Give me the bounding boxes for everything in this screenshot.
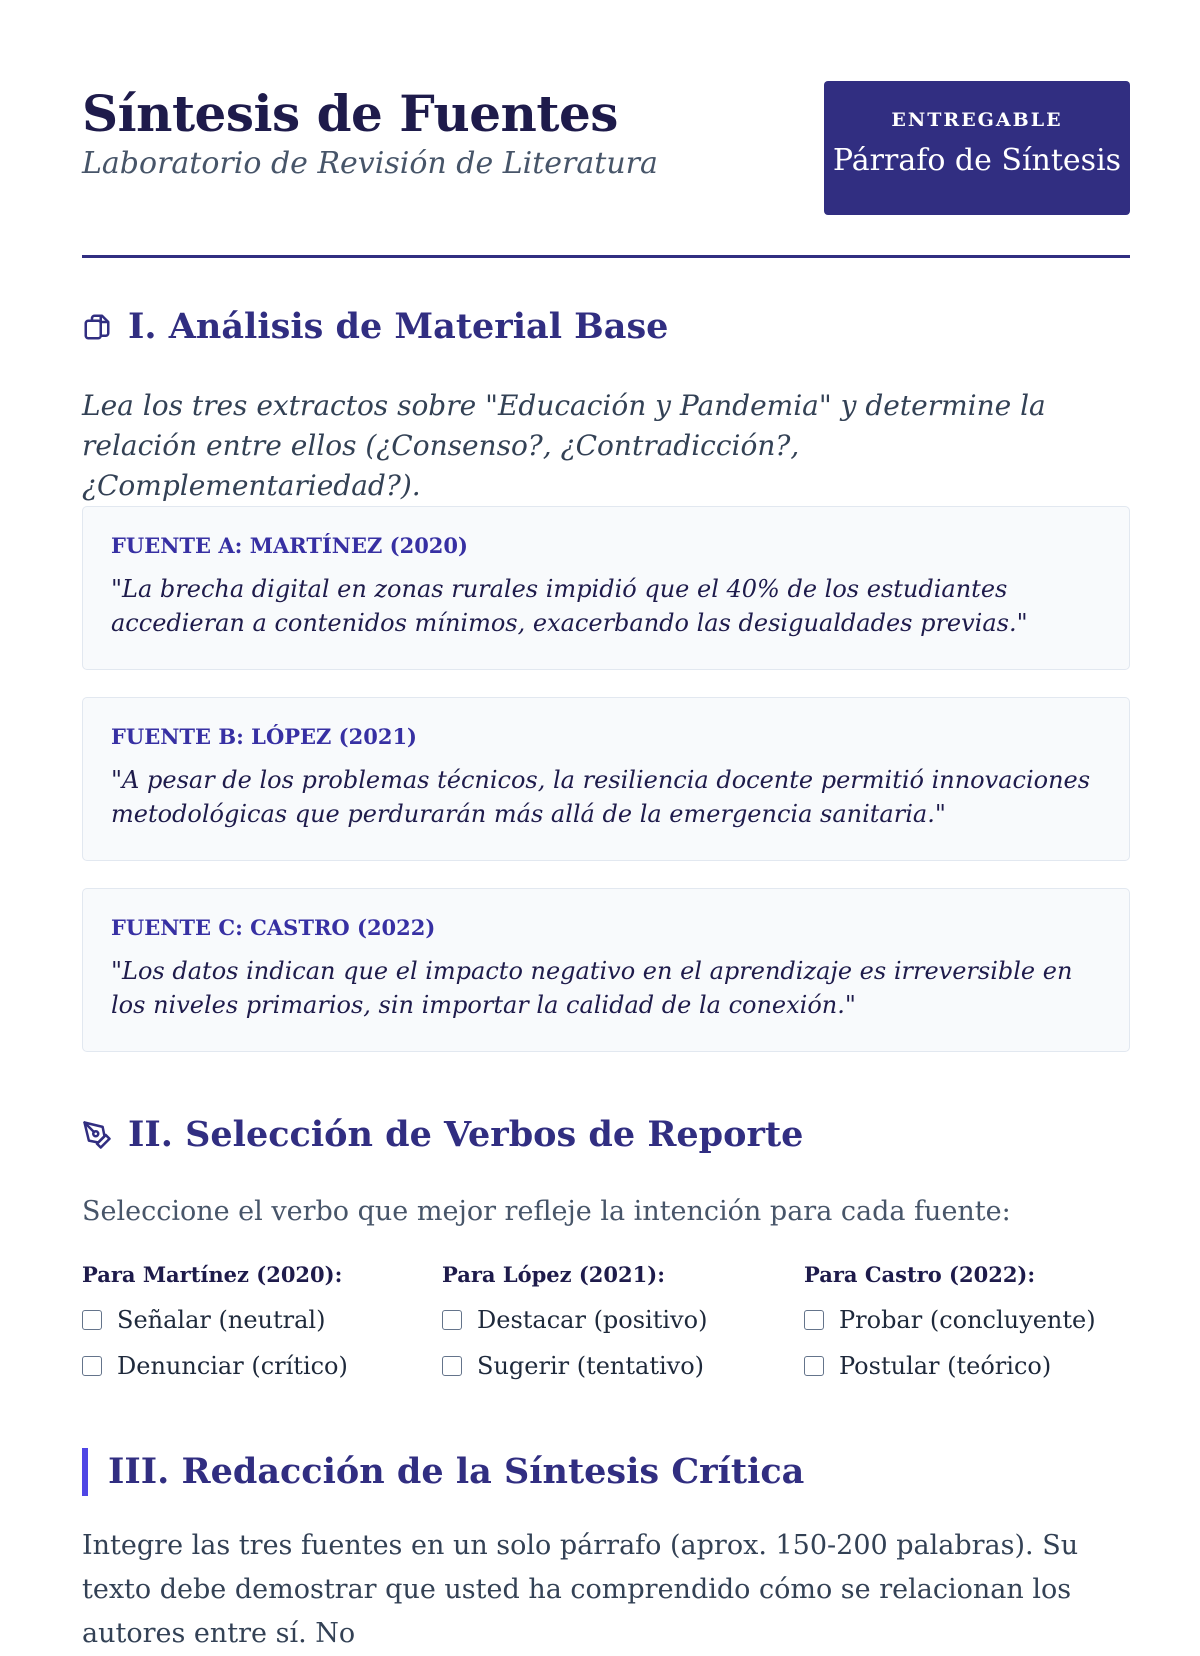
verb-column-title: Para Martínez (2020): — [82, 1262, 343, 1287]
source-label: FUENTE C: CASTRO (2022) — [111, 915, 436, 940]
checkbox[interactable] — [442, 1356, 462, 1376]
section1-heading-text: I. Análisis de Material Base — [128, 306, 669, 347]
pen-tool-icon — [82, 1120, 112, 1150]
checkbox[interactable] — [82, 1310, 102, 1330]
source-quote: "A pesar de los problemas técnicos, la resiliencia docente permitió innovaciones metodológicas que perdurarán más allá de la emergencia sanitaria." — [111, 766, 1091, 828]
copy-documents-icon — [82, 312, 112, 342]
verb-option-senalar[interactable] — [82, 1297, 422, 1343]
verb-option-denunciar[interactable] — [82, 1343, 422, 1389]
section3-heading: III. Redacción de la Síntesis Crítica — [82, 1448, 804, 1496]
verb-column-castro — [804, 1262, 1144, 1389]
verb-option-label: Probar (concluyente) — [839, 1306, 1096, 1334]
source-quote: "La brecha digital en zonas rurales impidió que el 40% de los estudiantes accedieran a contenidos mínimos, exacerbando las desigualdades previas." — [111, 575, 1028, 637]
checkbox[interactable] — [804, 1310, 824, 1330]
deliverable-label: ENTREGABLE — [891, 109, 1063, 131]
checkbox[interactable] — [82, 1356, 102, 1376]
verb-option-label: Destacar (positivo) — [477, 1306, 708, 1334]
deliverable-value: Párrafo de Síntesis — [832, 143, 1122, 178]
verb-option-sugerir[interactable] — [442, 1343, 782, 1389]
source-quote: "Los datos indican que el impacto negativo en el aprendizaje es irreversible en los niveles primarios, sin importar la calidad de la conexión." — [111, 957, 1073, 1019]
source-label: FUENTE A: MARTÍNEZ (2020) — [111, 533, 468, 558]
verb-column-martinez — [82, 1262, 422, 1389]
verb-option-label: Denunciar (crítico) — [117, 1352, 348, 1380]
checkbox[interactable] — [442, 1310, 462, 1330]
verb-option-destacar[interactable] — [442, 1297, 782, 1343]
section1-heading — [82, 306, 668, 347]
section3-instructions: Integre las tres fuentes en un solo párrafo (aprox. 150-200 palabras). Su texto debe demostrar que usted ha comprendido cómo se relacionan los autores entre sí. No — [82, 1530, 1079, 1649]
checkbox[interactable] — [804, 1356, 824, 1376]
verb-selection-grid — [82, 1262, 1130, 1392]
page-subtitle: Laboratorio de Revisión de Literatura — [82, 146, 658, 181]
worksheet-page — [82, 0, 1130, 1649]
verb-column-title: Para López (2021): — [442, 1262, 665, 1287]
source-card-a — [82, 506, 1130, 670]
verb-option-postular[interactable] — [804, 1343, 1144, 1389]
page-header — [82, 80, 1130, 258]
verb-option-label: Postular (teórico) — [839, 1352, 1052, 1380]
deliverable-badge — [824, 81, 1130, 215]
section1-instructions: Lea los tres extractos sobre "Educación y Pandemia" y determine la relación entre ellos (¿Consenso?, ¿Contradicción?, ¿Complementariedad?). — [82, 389, 1046, 502]
verb-option-label: Sugerir (tentativo) — [477, 1352, 705, 1380]
source-card-b — [82, 697, 1130, 861]
section2-instructions: Seleccione el verbo que mejor refleje la intención para cada fuente: — [82, 1196, 1011, 1227]
source-label: FUENTE B: LÓPEZ (2021) — [111, 724, 417, 749]
section2-heading-text: II. Selección de Verbos de Reporte — [128, 1114, 804, 1155]
verb-column-title: Para Castro (2022): — [804, 1262, 1036, 1287]
source-card-c — [82, 888, 1130, 1052]
verb-option-probar[interactable] — [804, 1297, 1144, 1343]
verb-option-label: Señalar (neutral) — [117, 1306, 326, 1334]
verb-column-lopez — [442, 1262, 782, 1389]
page-title: Síntesis de Fuentes — [82, 84, 618, 143]
section2-heading — [82, 1114, 803, 1155]
